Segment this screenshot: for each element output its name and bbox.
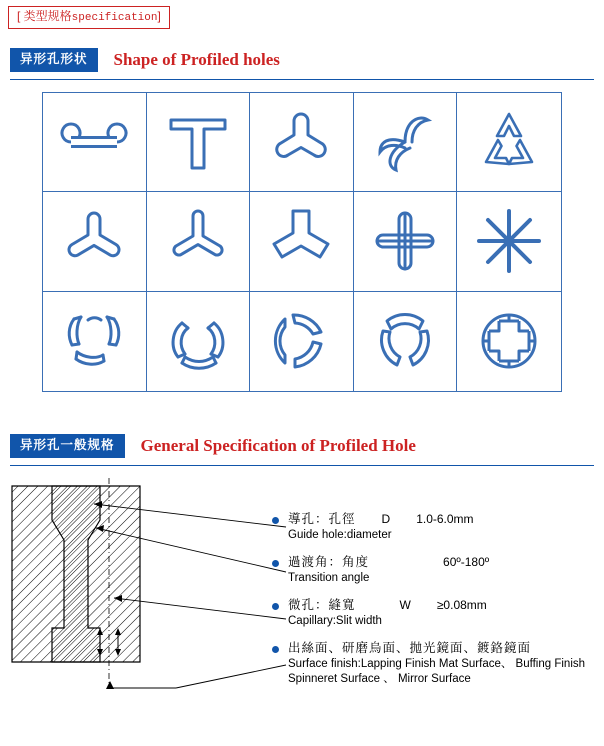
ring-with-cross-shape-icon bbox=[463, 297, 555, 385]
bullet-icon bbox=[272, 560, 279, 567]
shape-cell-c-arc-pair bbox=[147, 292, 251, 391]
callout-surface-finish-en2: Spinneret Surface 、 Mirror Surface bbox=[288, 673, 471, 685]
callout-guide-hole-symbol: D bbox=[381, 512, 391, 526]
callout-guide-hole-en: Guide hole:diameter bbox=[288, 529, 392, 541]
callout-surface-finish-cn: 出絲面、研磨烏面、抛光鏡面、鍍鉻鏡面 bbox=[288, 641, 532, 655]
c-arc-pair-shape-icon bbox=[152, 297, 244, 385]
dumbbell-slot-shape-icon bbox=[49, 107, 139, 177]
callout-transition-angle-cn: 過渡角：角度 bbox=[288, 555, 370, 569]
shape-cell-cross-four-lobe bbox=[354, 192, 458, 291]
callout-capillary-cn: 微孔：縫寬 bbox=[288, 598, 356, 612]
shape-cell-y-trilobal-narrow bbox=[147, 192, 251, 291]
triangle-outline-segments-shape-icon bbox=[464, 102, 554, 182]
shape-cell-y-thick-trilobal bbox=[250, 192, 354, 291]
tee-shape-icon bbox=[153, 104, 243, 180]
section-general-title: General Specification of Profiled Hole bbox=[140, 436, 416, 455]
section-general-chip: 异形孔一般规格 bbox=[10, 434, 125, 458]
shape-cell-triangle-segments bbox=[457, 93, 561, 192]
shape-cell-eight-point-star bbox=[457, 192, 561, 291]
cross-four-lobe-shape-icon bbox=[359, 199, 451, 283]
bullet-icon bbox=[272, 646, 279, 653]
shape-cell-pinwheel bbox=[354, 93, 458, 192]
specification-tag-close: ] bbox=[157, 9, 161, 23]
section-shape-title: Shape of Profiled holes bbox=[113, 50, 280, 69]
pinwheel-three-blade-shape-icon bbox=[360, 102, 450, 182]
section-general-divider bbox=[10, 465, 594, 466]
section-shape-header bbox=[10, 48, 280, 72]
callout-guide-hole-value: 1.0-6.0mm bbox=[416, 512, 474, 526]
shape-cell-dumbbell-slot bbox=[43, 93, 147, 192]
y-club-shape-icon bbox=[256, 102, 346, 182]
specification-tag-cn: [ 类型规格 bbox=[17, 9, 72, 23]
specification-callout-list bbox=[272, 512, 602, 699]
callout-guide-hole bbox=[272, 512, 602, 543]
shape-cell-split-ring-three-gap bbox=[250, 292, 354, 391]
bullet-icon bbox=[272, 603, 279, 610]
split-ring-two-gap-shape-icon bbox=[359, 297, 451, 385]
callout-capillary bbox=[272, 598, 602, 629]
callout-transition-angle-value: 60º-180º bbox=[443, 555, 490, 569]
section-general-header bbox=[10, 434, 416, 458]
callout-capillary-en: Capillary:Slit width bbox=[288, 615, 382, 627]
y-trilobal-rounded-shape-icon bbox=[49, 199, 139, 283]
specification-tag-en: specification bbox=[71, 12, 158, 24]
bullet-icon bbox=[272, 517, 279, 524]
shape-cell-split-ring-two-gap bbox=[354, 292, 458, 391]
section-shape-divider bbox=[10, 79, 594, 80]
spinneret-cross-section-diagram bbox=[6, 478, 296, 728]
callout-surface-finish-en: Surface finish:Lapping Finish Mat Surface、 Buffing Finish bbox=[288, 658, 586, 670]
profiled-holes-grid bbox=[42, 92, 562, 392]
shape-cell-ring-with-cross bbox=[457, 292, 561, 391]
specification-tag bbox=[8, 6, 170, 29]
section-shape-chip: 异形孔形状 bbox=[10, 48, 98, 72]
shape-cell-tee bbox=[147, 93, 251, 192]
callout-capillary-symbol: W bbox=[399, 598, 411, 612]
callout-guide-hole-cn: 導孔：孔徑 bbox=[288, 512, 356, 526]
shape-cell-y-trilobal-rounded bbox=[43, 192, 147, 291]
callout-surface-finish bbox=[272, 641, 602, 687]
y-thick-trilobal-shape-icon bbox=[255, 199, 347, 283]
shape-cell-four-arc-segments bbox=[43, 292, 147, 391]
shape-cell-y-club bbox=[250, 93, 354, 192]
eight-point-star-shape-icon bbox=[463, 199, 555, 283]
callout-transition-angle bbox=[272, 555, 602, 586]
callout-capillary-value: ≥0.08mm bbox=[436, 598, 487, 612]
y-trilobal-narrow-shape-icon bbox=[153, 199, 243, 283]
four-arc-segments-shape-icon bbox=[48, 297, 140, 385]
split-ring-three-gap-shape-icon bbox=[255, 297, 347, 385]
callout-transition-angle-en: Transition angle bbox=[288, 572, 370, 584]
